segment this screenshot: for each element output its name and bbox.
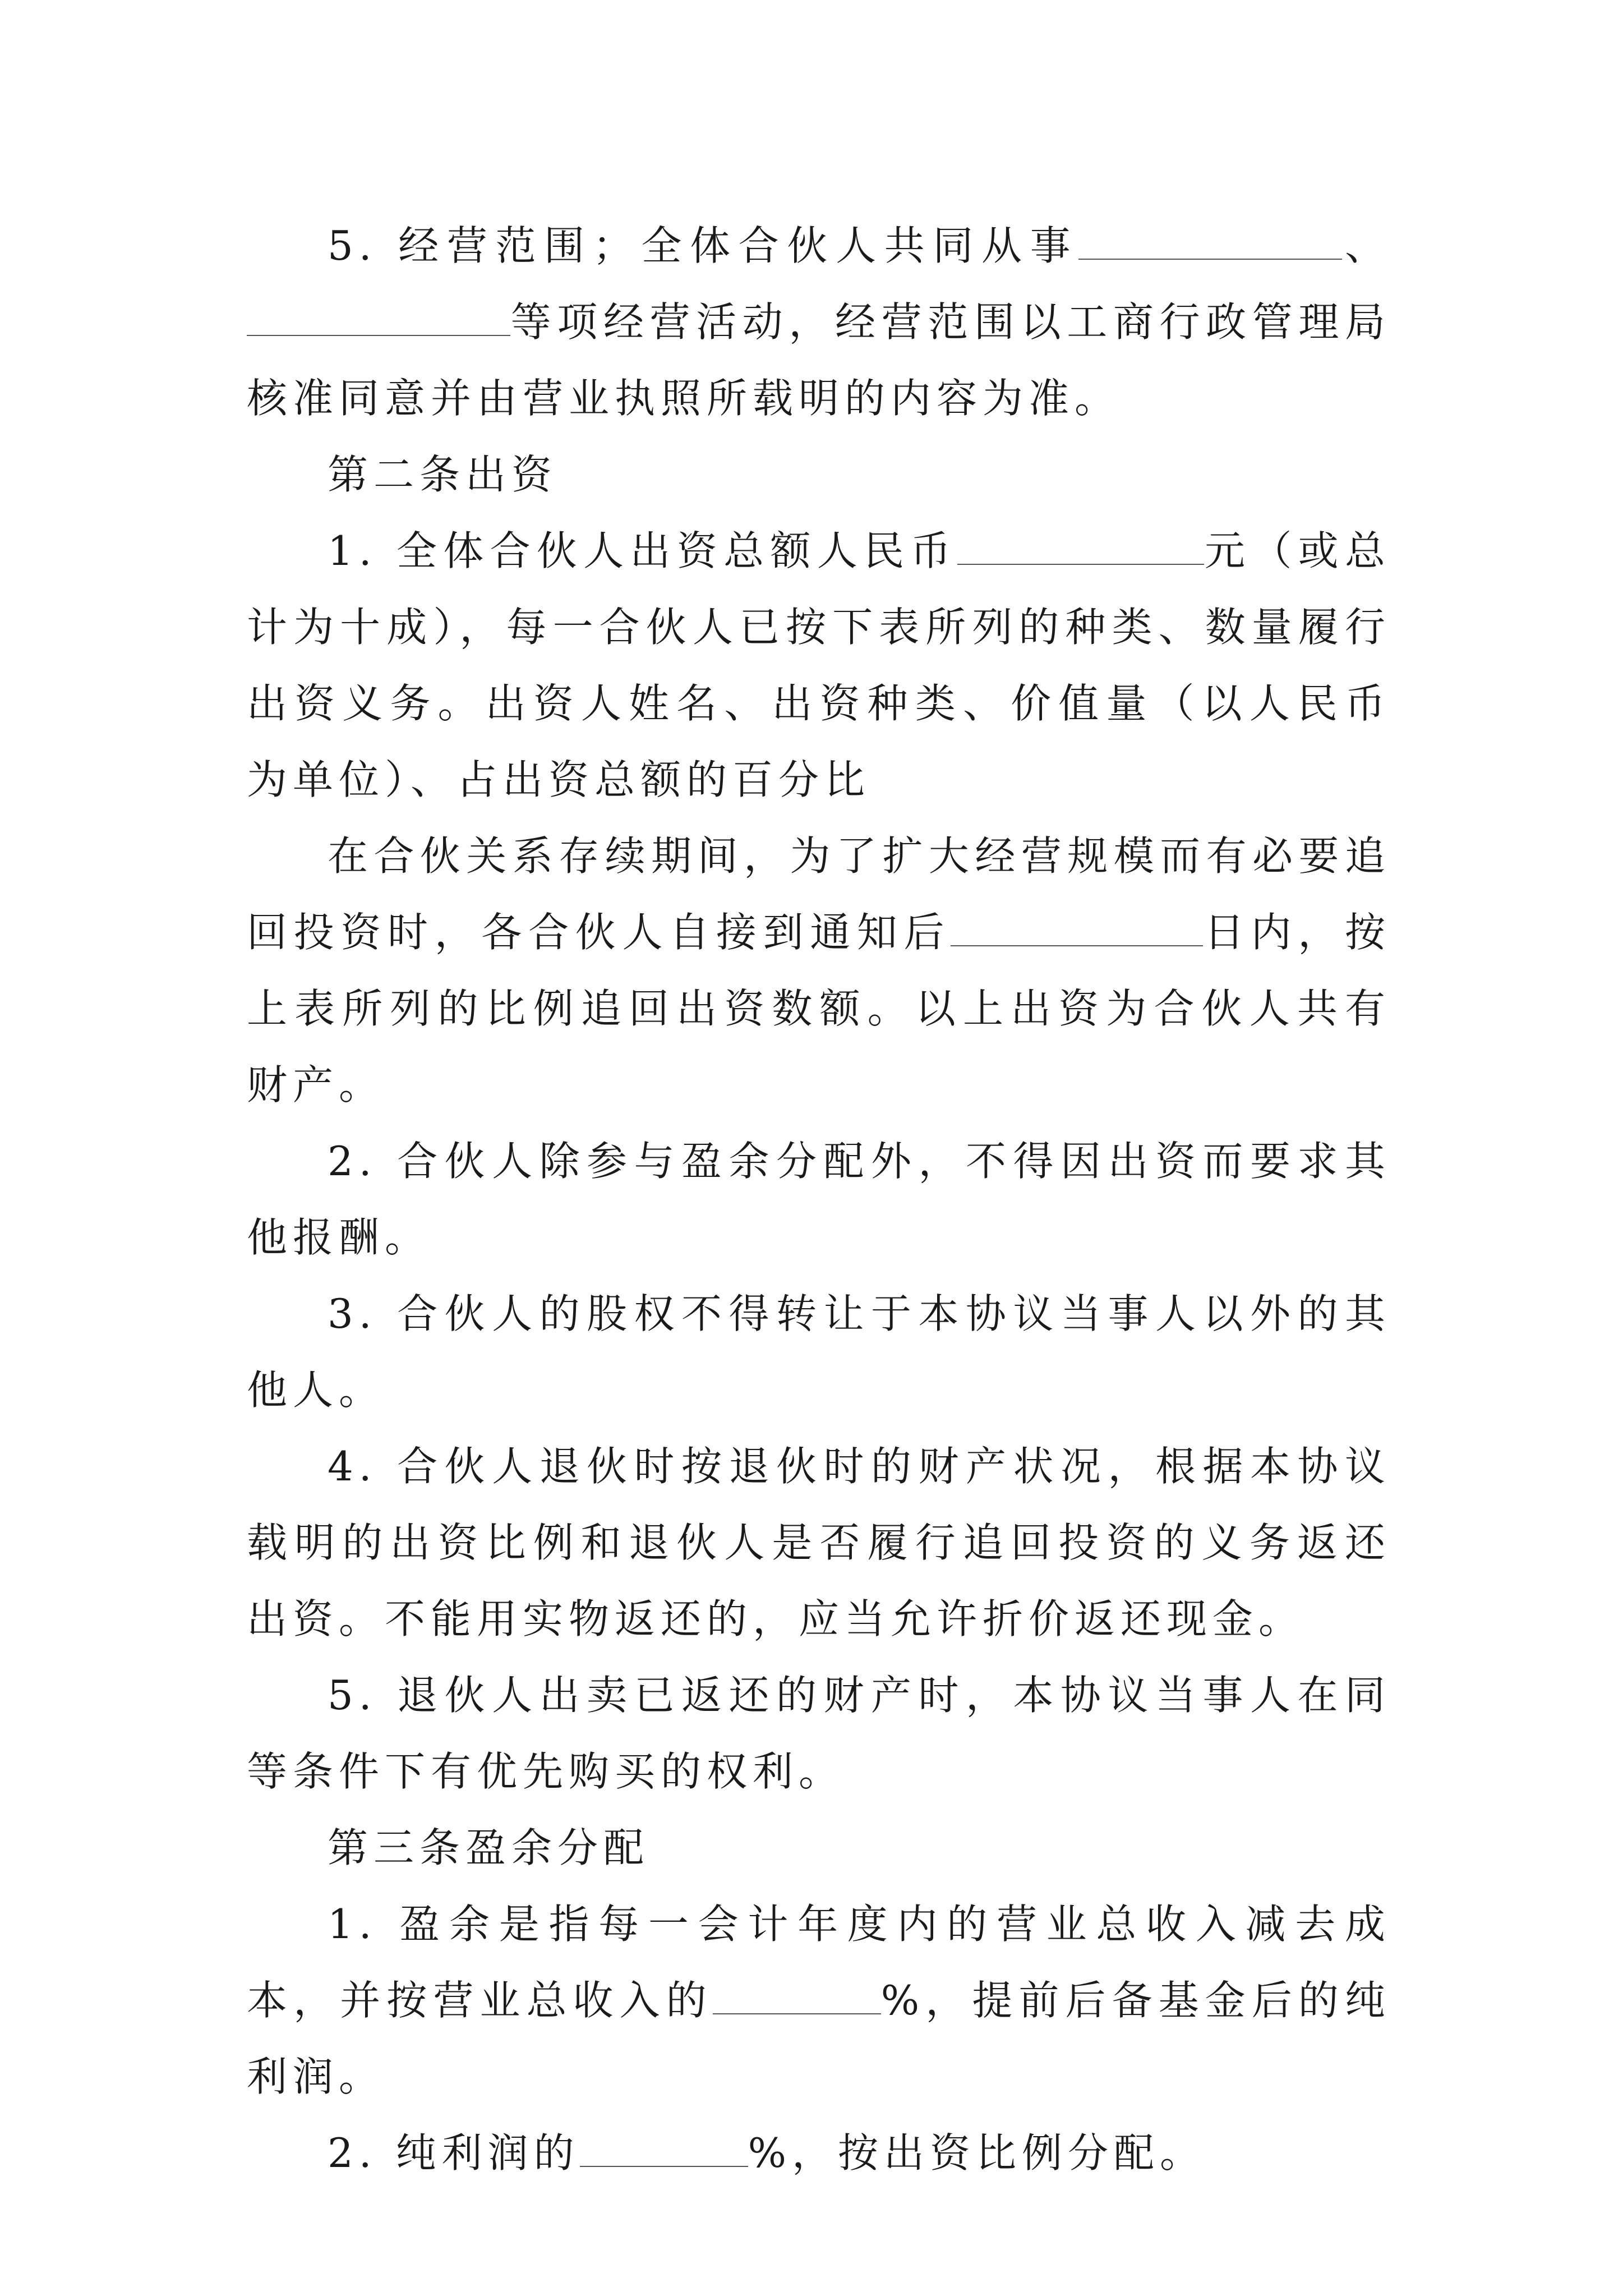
paragraph-profit-distribution bbox=[247, 2115, 1391, 2191]
text-segment: 1. 全体合伙人出资总额人民币 bbox=[328, 527, 957, 574]
text-segment: %，提前后备基金后的纯利润。 bbox=[247, 1977, 1391, 2100]
text-segment: 在合伙关系存续期间，为了扩大经营规模而有必要追回投资时，各合伙人自接到通知后 bbox=[247, 832, 1391, 956]
paragraph-equity-transfer: 3. 合伙人的股权不得转让于本协议当事人以外的其他人。 bbox=[247, 1290, 1391, 1414]
text-segment: 1. 盈余是指每一会计年度内的营业总收入减去成本，并按营业总收入的 bbox=[247, 1901, 1391, 2024]
blank-line bbox=[951, 906, 1203, 946]
blank-line bbox=[957, 524, 1204, 565]
paragraph-capital-total bbox=[247, 513, 1391, 818]
document-body bbox=[247, 208, 1391, 2191]
text-segment: 等项经营活动，经营范围以工商行政管理局核准同意并由营业执照所载明的内容为准。 bbox=[247, 298, 1391, 422]
text-segment: 元（或总计为十成），每一合伙人已按下表所列的种类、数量履行出资义务。出资人姓名、出资种类、价值量（以人民币为单位）、占出资总额的百分比 bbox=[247, 527, 1391, 803]
paragraph-capital-recall bbox=[247, 818, 1391, 1123]
section-heading-profit: 第三条盈余分配 bbox=[328, 1824, 650, 1871]
text-segment: 2. 纯利润的 bbox=[328, 2129, 580, 2177]
blank-line bbox=[247, 296, 510, 336]
section-heading-capital: 第二条出资 bbox=[328, 451, 558, 498]
blank-line bbox=[580, 2127, 748, 2167]
paragraph-business-scope bbox=[247, 208, 1391, 436]
paragraph-preemptive-right: 5. 退伙人出卖已返还的财产时，本协议当事人在同等条件下有优先购买的权利。 bbox=[247, 1672, 1391, 1795]
paragraph-no-other-reward: 2. 合伙人除参与盈余分配外，不得因出资而要求其他报酬。 bbox=[247, 1138, 1391, 1261]
text-segment: %，按出资比例分配。 bbox=[748, 2129, 1206, 2177]
blank-line bbox=[713, 1974, 881, 2014]
text-segment: 5. 经营范围；全体合伙人共同从事 bbox=[328, 222, 1079, 269]
paragraph-profit-definition bbox=[247, 1886, 1391, 2115]
text-segment: 、 bbox=[1342, 222, 1391, 269]
text-segment: 日内，按上表所列的比例追回出资数额。以上出资为合伙人共有财产。 bbox=[247, 909, 1391, 1108]
paragraph-withdrawal-return: 4. 合伙人退伙时按退伙时的财产状况，根据本协议载明的出资比例和退伙人是否履行追回投资的义务返还出资。不能用实物返还的，应当允许折价返还现金。 bbox=[247, 1443, 1391, 1642]
blank-line bbox=[1078, 219, 1342, 260]
